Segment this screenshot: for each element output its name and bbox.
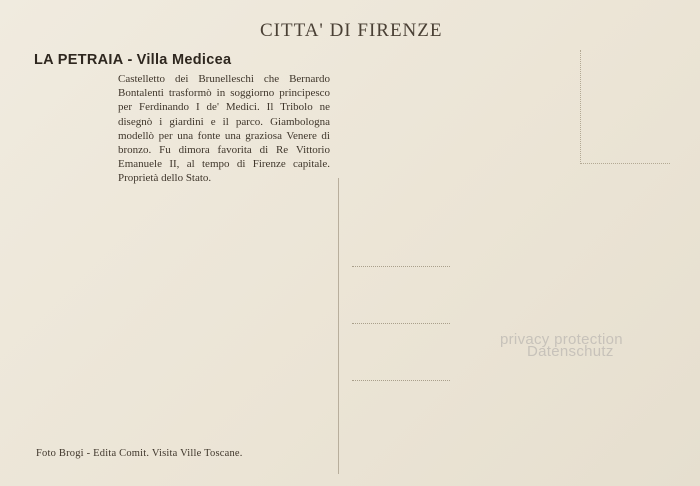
address-line-3 [352,380,450,381]
photo-credit: Foto Brogi - Edita Comit. Visita Ville Toscane. [36,448,243,459]
title-separator: - [127,52,133,68]
center-divider [338,178,339,474]
city-header-text: CITTA' DI FIRENZE [260,20,443,41]
stamp-box [580,50,670,164]
watermark-line-1: privacy protection [500,331,623,348]
card-title [34,52,231,68]
title-subtitle: Villa Medicea [136,52,232,68]
watermark-line-2: Datenschutz [527,343,614,360]
title-name: LA PETRAIA [34,52,124,68]
address-line-1 [352,266,450,267]
address-line-2 [352,323,450,324]
description-text: Castelletto dei Brunelleschi che Bernardo Bontalenti trasformò in soggiorno principesco per Ferdinando I de' Medici. Il Tribolo ne disegnò i giardini e il parco. Giambologna modellò per una fonte una graziosa Venere di bronzo. Fu dimora favorita di Re Vittorio Emanuele II, al tempo di Firenze capitale. Proprietà dello Stato. [118,73,330,185]
